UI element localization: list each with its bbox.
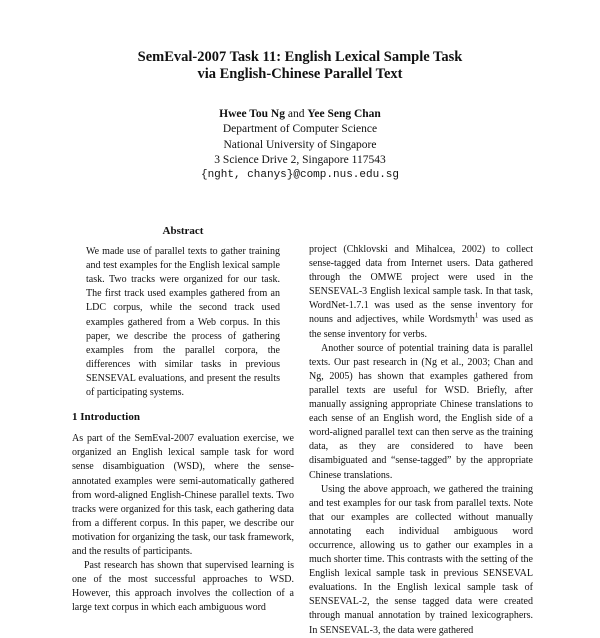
affiliation-university: National University of Singapore [223,138,377,151]
right-paragraph-3: Using the above approach, we gathered the training and test examples for our task from parallel texts. Note that our examples are collected without manually annotating each individual ambiguous word occurrence, allowing us to gather our examples in a much shorter time. This contrasts with the setting of the English lexical sample task in previous SENSEVAL evaluations. In the English lexical sample task of SENSEVAL-2, the sense tagged data were created through manual annotation by trained lexicographers. In SENSEVAL-3, the data were gathered [309,483,533,636]
abstract-heading: Abstract [162,225,204,237]
right-paragraph-1 [309,243,533,342]
author-1: Hwee Tou Ng [219,108,285,120]
author-2: Yee Seng Chan [307,108,381,120]
abstract-text: We made use of parallel texts to gather training and test examples for the English lexical sample task. Two tracks were organized for our task. The first track used examples gathered from an LDC corpus, while the second track used examples gathered from a Web corpus. In this paper, we describe the process of gathering examples from the parallel corpora, the differences with similar tasks in previous SENSEVAL evaluations, and present the results of participating systems. [86,246,280,399]
intro-paragraph-2: Past research has shown that supervised learning is one of the most successful approaches to WSD. However, this approach involves the collection of a large text corpus in which each ambiguous word [72,560,294,614]
right-paragraph-2: Another source of potential training data is parallel texts. Our past research in (Ng et al., 2003; Chan and Ng, 2005) has shown that examples gathered from parallel texts are useful for WSD. Briefly, after manually assigning appropriate Chinese translations to each sense of an English word, the English side of a word-aligned parallel text can then serve as the training data, as they are considered to have been disambiguated and “sense-tagged” by the appropriate Chinese translations. [309,342,533,481]
left-column [72,224,294,615]
section-heading-introduction: 1 Introduction [72,411,140,424]
author-email: {nght, chanys}@comp.nus.edu.sg [200,169,400,182]
right-paragraph-1-end: was used as the sense inventory for verbs. [309,314,533,340]
intro-paragraph-1: As part of the SemEval-2007 evaluation exercise, we organized an English lexical sample task for word sense disambiguation (WSD), where the sense-annotated examples were semi-automatically gathered from word-aligned English-Chinese parallel texts. Two tracks were organized for this task, each gathering data from a different corpus. In this paper, we describe our motivation for organizing the task, our task framework, and the results of participants. [72,433,294,557]
title-line-1: SemEval-2007 Task 11: English Lexical Sample Task [137,49,463,65]
author-block [0,107,600,183]
author-and: and [287,108,305,120]
right-column [309,243,533,638]
footnote-marker: 1 [474,312,479,321]
affiliation-dept: Department of Computer Science [222,123,378,136]
right-paragraph-1-main: project (Chklovski and Mihalcea, 2002) to collect sense-tagged data from Internet users. Data gathered through the OMWE project were used in the SENSEVAL-3 English lexical sample task. In that task, WordNet-1.7.1 was used as the sense inventory for nouns and adjectives, while Wordsmyth [309,244,533,326]
affiliation-address: 3 Science Drive 2, Singapore 117543 [214,153,386,166]
title-line-2: via English-Chinese Parallel Text [197,66,403,82]
author-names [0,107,600,122]
paper-title [0,49,600,83]
